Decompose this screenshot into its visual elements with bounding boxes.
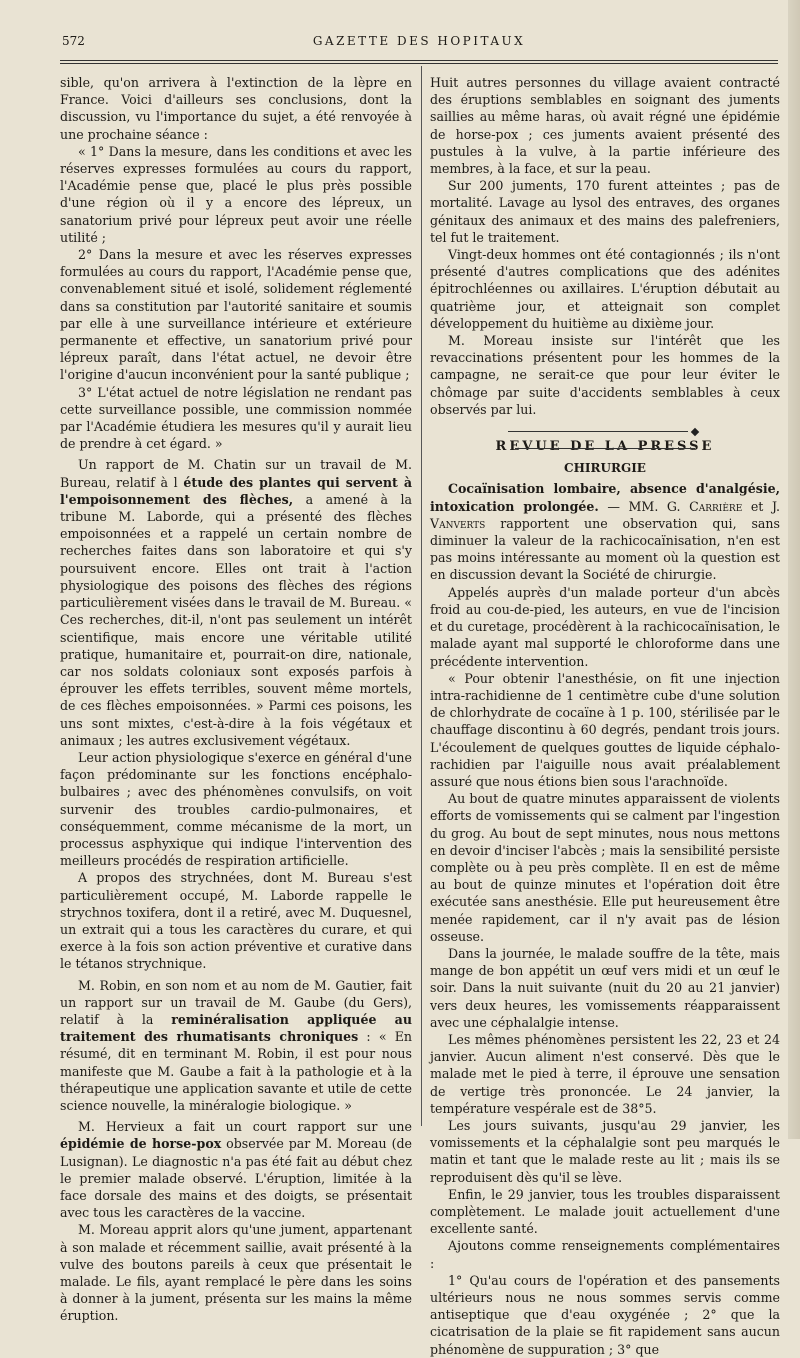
paragraph: Dans la journée, le malade souffre de la tête, mais mange de bon appétit un œuf vers midi et un œuf le soir. Dans la nuit suivante (nuit du 20 au 21 janvier) vers deux heures, les vomissements réapparaissent avec une céphalalgie intense. [430, 945, 780, 1030]
paragraph-text: M. Hervieux a fait un court rapport sur une [78, 1119, 412, 1135]
journal-title: GAZETTE DES HOPITAUX [312, 34, 526, 48]
paragraph: sible, qu'on arrivera à l'extinction de la lèpre en France. Voici d'ailleurs ses conclusions, dont la discussion, vu l'importance du sujet, a été renvoyée à une prochaine séance : [60, 75, 412, 142]
paragraph: Les jours suivants, jusqu'au 29 janvier, les vomissements et la céphalalgie sont peu marqués le matin et tant que le malade reste au lit ; mais ils se reproduisent dès qu'il se lève. [430, 1117, 780, 1185]
subsection-title: CHIRURGIE [564, 461, 646, 476]
paragraph [60, 977, 412, 1115]
paragraph-text: rapportent une observation qui, sans diminuer la valeur de la rachicocaïnisation, n'en est pas moins intéressante au moment où la question est en discussion devant la Société de chirurgie. [430, 515, 780, 583]
paragraph: Huit autres personnes du village avaient contracté des éruptions semblables en soignant des juments saillies au même haras, où avait régné une épidémie de horse-pox ; ces juments avaient présenté des pustules à la vulve, à la partie inférieure des membres, à la face, et sur la peau. [430, 75, 780, 177]
ornament-diamond [691, 427, 699, 435]
section-title: REVUE DE LA PRESSE [495, 439, 715, 455]
paragraph: Les mêmes phénomènes persistent les 22, 23 et 24 janvier. Aucun aliment n'est conservé. Dès que le malade met le pied à terre, il éprouve une sensation de vertige très prononcée. Le 24 janvier, la température vespérale est de 38°5. [430, 1031, 780, 1116]
left-column [60, 74, 412, 1325]
paragraph-text: : « En résumé, dit en terminant M. Robin, il est pour nous manifeste que M. Gaube a fait à la pathologie et à la thérapeutique une application savante et utile de cette science nouvelle, la minéralogie biologique. » [60, 1029, 412, 1113]
topic-lead: étude des plantes qui servent à l'empoisonnement des flèches, [60, 474, 412, 507]
paragraph-text: et J. [742, 498, 781, 514]
article-intro [430, 480, 780, 583]
paragraph-text: — MM. G. [598, 498, 690, 514]
topic-lead: reminéralisation appliquée au traitement des rhumatisants chroniques [60, 1011, 412, 1045]
paragraph: Au bout de quatre minutes apparaissent de violents efforts de vomissements qui se calment par l'ingestion du grog. Au bout de sept minutes, nous nous mettons en devoir d'inciser l'abcès ; mais la sensibilité persiste complète ou à peu près complète. Il en est de même au bout de quinze minutes et l'opération doit être exécutée sans anesthésie. Elle put heureusement être menée rapidement, car il n'y avait pas de lésion osseuse. [430, 791, 780, 944]
paragraph: 2° Dans la mesure et avec les réserves expresses formulées au cours du rapport, l'Académie pense que, convenablement situé et isolé, solidement réglementé dans sa constitution par l'autorité sanitaire et soumis par elle à une surveillance intérieure et extérieure permanente et effective, un sanatorium privé pour lépreux paraît, dans l'état actuel, ne devoir être l'origine d'aucun inconvénient pour la santé publique ; [60, 247, 412, 383]
paragraph: Appelés auprès d'un malade porteur d'un abcès froid au cou-de-pied, les auteurs, en vue de l'incision et du curetage, procédèrent à la rachicocaïnisation, le malade ayant mal supporté le chloroforme dans une précédente intervention. [430, 584, 780, 669]
paragraph: Ajoutons comme renseignements complémentaires : [430, 1238, 780, 1271]
paragraph-text: observée par M. Moreau (de Lusignan). Le diagnostic n'a pas été fait au début chez le premier malade observé. L'éruption, limitée à la face dorsale des mains et des doigts, se présentait avec tous les caractères de la vaccine. [60, 1136, 412, 1221]
paragraph [60, 456, 412, 748]
paragraph [60, 1118, 412, 1221]
paragraph: M. Moreau apprit alors qu'une jument, appartenant à son malade et récemment saillie, avait présenté à la vulve des boutons pareils à ceux que présentait le malade. Le fils, ayant remplacé le père dans les soins à donner à la jument, présenta sur les mains la même éruption. [60, 1222, 412, 1324]
paragraph: Leur action physiologique s'exerce en général d'une façon prédominante sur les fonctions encéphalo-bulbaires ; avec des phénomènes convulsifs, on voit survenir des troubles cardio-pulmonaires, et conséquemment, comme mécanisme de la mort, un processus asphyxique qui indique l'intervention des meilleurs procédés de respiration artificielle. [60, 749, 412, 869]
page-number: 572 [62, 34, 85, 48]
right-column [430, 74, 780, 1358]
page-edge [788, 0, 800, 1139]
article-title: Cocaïnisation lombaire, absence d'analgésie, intoxication prolongée. [430, 481, 780, 514]
paragraph: Enfin, le 29 janvier, tous les troubles disparaissent complètement. Le malade jouit actuellement d'une excellente santé. [430, 1186, 780, 1237]
paragraph-text: M. Robin, en son nom et au nom de M. Gautier, fait un rapport sur un travail de M. Gaube (du Gers), relatif à la [60, 977, 412, 1027]
ornament-rule [508, 431, 688, 432]
author-name: Carrière [689, 498, 743, 514]
paragraph-text: Un rapport de M. Chatin sur un travail de M. Bureau, relatif à l [60, 457, 412, 490]
ornament-rule [515, 448, 695, 449]
paragraph: « 1° Dans la mesure, dans les conditions et avec les réserves expresses formulées au cours du rapport, l'Académie pense que, placé le plus près possible d'une région où il y a encore des lépreux, un sanatorium privé pour lépreux peut avoir une réelle utilité ; [60, 143, 412, 245]
topic-lead: épidémie de horse-pox [60, 1136, 222, 1152]
header-rule [60, 63, 778, 64]
paragraph: Sur 200 juments, 170 furent atteintes ; pas de mortalité. Lavage au lysol des entraves, des organes génitaux des animaux et des mains des palefreniers, tel fut le traitement. [430, 178, 780, 245]
paragraph: « Pour obtenir l'anesthésie, on fit une injection intra-rachidienne de 1 centimètre cube d'une solution de chlorhydrate de cocaïne à 1 p. 100, stérilisée par le chauffage discontinu à 60 degrés, pendant trois jours. L'écoulement de quelques gouttes de liquide céphalo-rachidien par l'aiguille nous avait préalablement assuré que nous étions bien sous l'arachnoïde. [430, 670, 780, 789]
author-name: Vanverts [430, 515, 486, 531]
paragraph: A propos des strychnées, dont M. Bureau s'est particulièrement occupé, M. Laborde rappelle le strychnos toxifera, dont il a retiré, avec M. Duquesnel, un extrait qui a tous les caractères du curare, et qui exerce à la fois son action préventive et curative dans le tétanos strychnique. [60, 870, 412, 972]
paragraph: 1° Qu'au cours de l'opération et des pansements ultérieurs nous ne nous sommes servis comme antiseptique que d'eau oxygénée ; 2° que la cicatrisation de la plaie se fit rapidement sans aucun phénomène de suppuration ; 3° que [430, 1272, 780, 1357]
column-divider [421, 66, 422, 1126]
paragraph: Vingt-deux hommes ont été contagionnés ; ils n'ont présenté d'autres complications que des adénites épitrochléennes ou axillaires. L'éruption débutait au quatrième jour, et atteignait son complet développement du huitième au dixième jour. [430, 247, 780, 331]
paragraph: M. Moreau insiste sur l'intérêt que les revaccinations présentent pour les hommes de la campagne, ne serait-ce que pour leur éviter le chômage par suite d'accidents semblables à ceux observés par lui. [430, 333, 780, 417]
header-rule [60, 60, 778, 61]
paragraph: 3° L'état actuel de notre législation ne rendant pas cette surveillance possible, une commission nommée par l'Académie étudiera les mesures qu'il y aurait lieu de prendre à cet égard. » [60, 384, 412, 452]
section-ornament [430, 422, 780, 432]
page-header [58, 34, 780, 54]
paragraph-text: a amené à la tribune M. Laborde, qui a présenté des flèches empoisonnées et a rappelé un certain nombre de recherches faites dans son laboratoire et qui s'y poursuivent encore. Elles ont trait à l'action physiologique des poisons des flèches des régions particulièrement visées dans le travail de M. Bureau. « Ces recherches, dit-il, n'ont pas seulement un intérêt scientifique, mais encore une véritable utilité pratique, humanitaire et, pourrait-on dire, nationale, car nos soldats coloniaux sont exposés parfois à éprouver les effets terribles, souvent même mortels, de ces flèches empoisonnées. » Parmi ces poisons, les uns sont mixtes, c'est-à-dire à la fois végétaux et animaux ; les autres exclusivement végétaux. [60, 491, 412, 748]
